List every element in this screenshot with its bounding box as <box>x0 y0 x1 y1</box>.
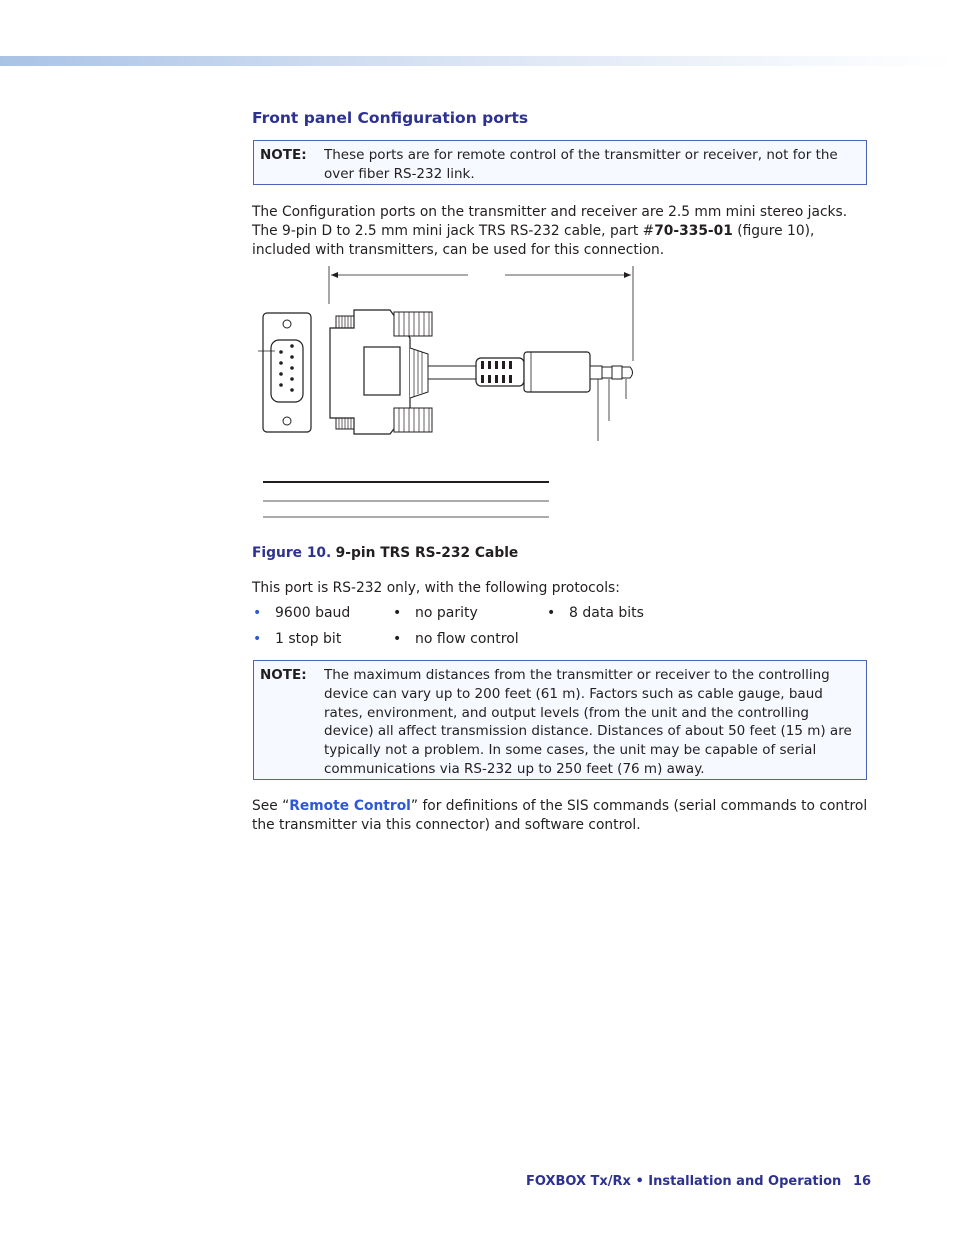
note-label: NOTE: <box>260 667 307 683</box>
cable <box>428 366 476 379</box>
note-label: NOTE: <box>260 147 307 163</box>
bullet-icon: • <box>393 631 402 647</box>
figure-title: 9-pin TRS RS-232 Cable <box>335 545 519 561</box>
section-heading: Front panel Configuration ports <box>252 109 529 127</box>
dimension-arrow-right <box>624 272 631 278</box>
intro-text-end: (figure 10), included with transmitters, can be used for this connection. <box>252 222 815 258</box>
list-item <box>547 605 644 621</box>
bullet-icon: • <box>547 605 556 621</box>
protocol-text: 8 data bits <box>569 605 644 621</box>
bullet-icon: • <box>393 605 402 621</box>
note-text: These ports are for remote control of the transmitter or receiver, not for the over fiber RS-232 link. <box>324 147 838 182</box>
remote-control-link[interactable]: Remote Control <box>289 798 411 814</box>
intro-paragraph <box>252 203 872 259</box>
note-box <box>253 660 867 780</box>
footer-title: FOXBOX Tx/Rx • Installation and Operation <box>526 1174 842 1189</box>
part-number: 70-335-01 <box>654 222 733 239</box>
note-box <box>253 140 867 185</box>
protocol-text: no parity <box>415 605 478 621</box>
list-item <box>393 631 519 647</box>
protocol-text: no flow control <box>415 631 519 647</box>
list-item <box>393 605 478 621</box>
cable-diagram <box>250 258 650 523</box>
protocol-intro: This port is RS-232 only, with the following protocols: <box>252 580 620 596</box>
note-text: The maximum distances from the transmitter or receiver to the controlling device can vary up to 200 feet (61 m). Factors such as cable gauge, baud rates, environment, and output levels (from the unit and the controlling device) all affect transmission distance. Distances of about 50 feet (15 m) are typically not a problem. In some cases, the unit may be capable of serial communications via RS-232 up to 250 feet (76 m) away. <box>324 667 852 777</box>
reference-paragraph <box>252 797 872 835</box>
reference-text-start: See “ <box>252 798 290 814</box>
list-item <box>253 631 341 647</box>
intro-text-start: The Configuration ports on the transmitter and receiver are 2.5 mm mini stereo jacks. The 9-pin D to 2.5 mm mini jack TRS RS-232 cable, part # <box>252 204 848 239</box>
page-number: 16 <box>853 1174 872 1189</box>
protocol-text: 1 stop bit <box>275 631 342 647</box>
bullet-icon: • <box>253 605 262 621</box>
figure-number: Figure 10. <box>252 545 332 561</box>
db9-backshell <box>330 310 432 434</box>
figure-caption <box>252 545 518 561</box>
db9-face <box>258 313 311 432</box>
dimension-arrow-left <box>331 272 338 278</box>
protocol-text: 9600 baud <box>275 605 351 621</box>
list-item <box>253 605 350 621</box>
header-gradient-bar <box>0 56 954 66</box>
bullet-icon: • <box>253 631 262 647</box>
reference-text-end: ” for definitions of the SIS commands (serial commands to control the transmitter via this connector) and software control. <box>252 798 868 833</box>
